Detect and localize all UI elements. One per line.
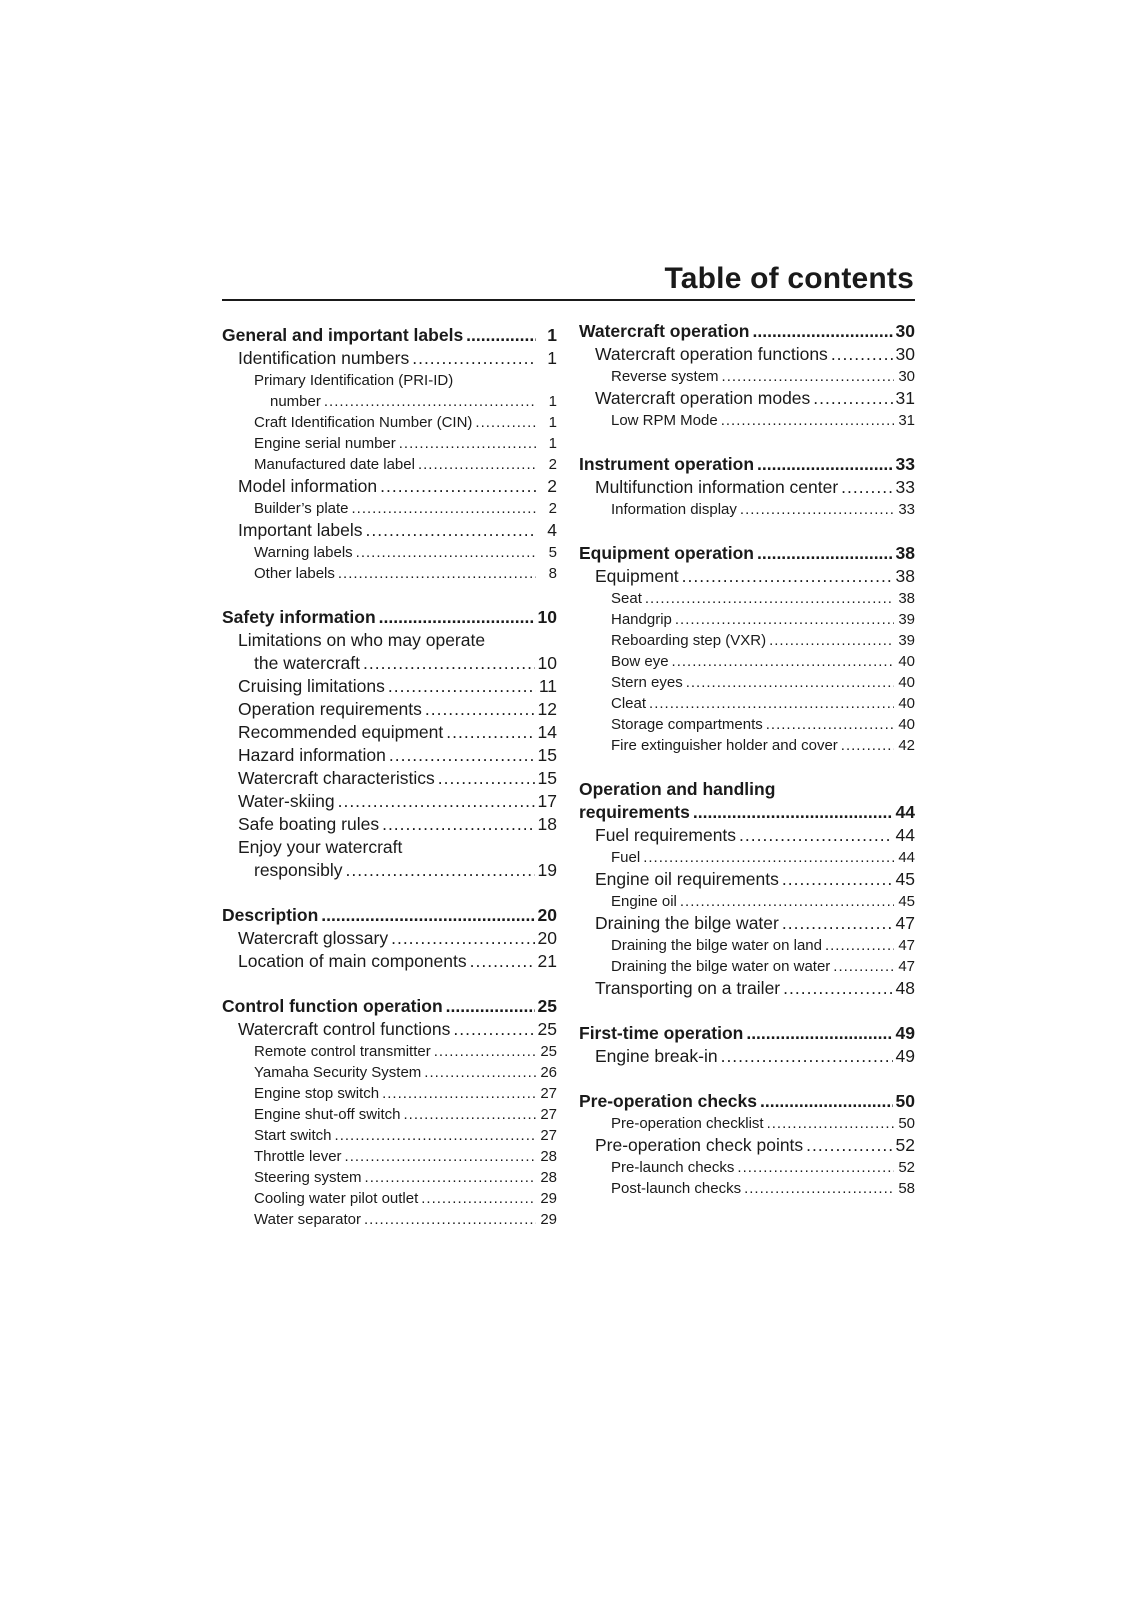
- dot-leader: [841, 735, 894, 756]
- dot-leader: [753, 320, 893, 343]
- dot-leader: [682, 565, 893, 588]
- toc-entry-title: Limitations on who may operate: [238, 630, 486, 650]
- toc-entry-title: Watercraft operation functions: [595, 344, 828, 364]
- toc-entry-title: Steering system: [254, 1169, 362, 1186]
- toc-page-number: 10: [537, 653, 557, 673]
- toc-entry-title: Low RPM Mode: [611, 412, 718, 429]
- toc-entry[interactable]: [579, 588, 915, 609]
- toc-entry-title: Seat: [611, 590, 642, 607]
- dot-leader: [324, 391, 536, 412]
- toc-entry-title: Description: [222, 905, 319, 925]
- toc-entry-title: Pre-launch checks: [611, 1159, 735, 1176]
- toc-entry-title: Instrument operation: [579, 454, 755, 474]
- dot-leader: [418, 454, 536, 475]
- toc-entry[interactable]: [222, 1104, 557, 1125]
- toc-left-column: [222, 324, 557, 1252]
- dot-leader: [737, 1157, 894, 1178]
- toc-entry[interactable]: [579, 847, 915, 868]
- toc-page-number: 40: [898, 674, 915, 691]
- dot-leader: [686, 672, 894, 693]
- toc-entry[interactable]: [222, 370, 557, 391]
- toc-entry-title: Engine oil: [611, 893, 677, 910]
- toc-entry[interactable]: [579, 714, 915, 735]
- toc-entry-title: Pre-operation checklist: [611, 1115, 764, 1132]
- toc-section: [579, 1090, 915, 1199]
- toc-entry-title: Remote control transmitter: [254, 1043, 431, 1060]
- dot-leader: [338, 790, 535, 813]
- dot-leader: [746, 1022, 892, 1045]
- toc-entry-title-cont: the watercraft: [254, 653, 361, 673]
- toc-entry[interactable]: [579, 476, 915, 499]
- toc-entry[interactable]: [222, 542, 557, 563]
- toc-page-number: 12: [537, 699, 557, 719]
- toc-entry-title: Storage compartments: [611, 716, 763, 733]
- toc-page-number: 2: [547, 476, 557, 496]
- dot-leader: [722, 366, 894, 387]
- toc-entry[interactable]: [579, 1178, 915, 1199]
- toc-section: [579, 778, 915, 1000]
- toc-entry[interactable]: [222, 744, 557, 767]
- toc-entry[interactable]: [222, 1209, 557, 1230]
- toc-entry[interactable]: [222, 606, 557, 629]
- toc-entry[interactable]: [579, 630, 915, 651]
- toc-page-number: 33: [895, 477, 915, 497]
- dot-leader: [766, 714, 894, 735]
- toc-page-number: 1: [547, 325, 557, 345]
- toc-entry-title: Draining the bilge water: [595, 913, 779, 933]
- toc-entry[interactable]: [579, 693, 915, 714]
- toc-entry[interactable]: [579, 320, 915, 343]
- toc-section: [579, 453, 915, 520]
- dot-leader: [446, 721, 534, 744]
- toc-entry[interactable]: [222, 836, 557, 859]
- dot-leader: [769, 630, 894, 651]
- toc-entry[interactable]: [579, 410, 915, 431]
- toc-entry[interactable]: [222, 629, 557, 652]
- toc-entry-title: Important labels: [238, 520, 363, 540]
- toc-page-number: 40: [898, 716, 915, 733]
- toc-page-number: 50: [895, 1091, 915, 1111]
- dot-leader: [366, 519, 536, 542]
- dot-leader: [388, 675, 536, 698]
- title-rule: [222, 299, 915, 301]
- toc-page-number: 18: [537, 814, 557, 834]
- toc-entry[interactable]: [222, 813, 557, 836]
- toc-entry[interactable]: [579, 1113, 915, 1134]
- toc-entry[interactable]: [222, 790, 557, 813]
- toc-entry[interactable]: [222, 1125, 557, 1146]
- toc-page-number: 2: [548, 456, 557, 473]
- toc-entry[interactable]: [222, 1167, 557, 1188]
- toc-entry-title: Pre-operation check points: [595, 1135, 804, 1155]
- toc-page-number: 30: [898, 368, 915, 385]
- toc-page-number: 38: [895, 543, 915, 563]
- toc-entry-title: Information display: [611, 501, 737, 518]
- toc-page-number: 5: [548, 544, 557, 561]
- toc-page-number: 44: [895, 802, 915, 822]
- toc-page-number: 33: [898, 501, 915, 518]
- dot-leader: [831, 343, 893, 366]
- toc-entry[interactable]: [579, 956, 915, 977]
- toc-entry[interactable]: [579, 672, 915, 693]
- toc-page-number: 15: [537, 768, 557, 788]
- dot-leader: [813, 387, 892, 410]
- toc-entry[interactable]: [222, 1146, 557, 1167]
- toc-entry[interactable]: [222, 1188, 557, 1209]
- toc-page-number: 45: [895, 869, 915, 889]
- toc-page-number: 39: [898, 611, 915, 628]
- toc-entry[interactable]: [222, 454, 557, 475]
- toc-entry[interactable]: [222, 498, 557, 519]
- toc-page-number: 21: [537, 951, 557, 971]
- toc-entry[interactable]: [222, 1062, 557, 1083]
- toc-page-number: 4: [547, 520, 557, 540]
- dot-leader: [425, 698, 535, 721]
- toc-entry-title: Warning labels: [254, 544, 353, 561]
- dot-leader: [399, 433, 536, 454]
- dot-leader: [833, 956, 894, 977]
- toc-entry[interactable]: [222, 721, 557, 744]
- dot-leader: [475, 412, 536, 433]
- toc-page-number: 47: [895, 913, 915, 933]
- dot-leader: [382, 1083, 536, 1104]
- toc-page-number: 27: [540, 1106, 557, 1123]
- dot-leader: [675, 609, 894, 630]
- toc-entry-title: Engine serial number: [254, 435, 396, 452]
- dot-leader: [391, 927, 534, 950]
- toc-entry-title: Location of main components: [238, 951, 467, 971]
- dot-leader: [403, 1104, 536, 1125]
- toc-entry-title: Builder’s plate: [254, 500, 349, 517]
- toc-page-number: 14: [537, 722, 557, 742]
- toc-entry-title-cont: requirements: [579, 802, 690, 822]
- toc-entry[interactable]: [222, 904, 557, 927]
- toc-entry-title: First-time operation: [579, 1023, 744, 1043]
- toc-entry-title: Handgrip: [611, 611, 672, 628]
- dot-leader: [739, 824, 892, 847]
- toc-page-number: 58: [898, 1180, 915, 1197]
- toc-entry[interactable]: [579, 778, 915, 801]
- toc-section: [222, 324, 557, 584]
- toc-entry[interactable]: [579, 912, 915, 935]
- toc-entry-title: Model information: [238, 476, 378, 496]
- toc-page-number: 52: [898, 1159, 915, 1176]
- toc-entry[interactable]: [222, 767, 557, 790]
- toc-page-number: 49: [895, 1023, 915, 1043]
- toc-entry-continuation[interactable]: [222, 859, 557, 882]
- toc-entry-title: Cleat: [611, 695, 647, 712]
- toc-entry-title: Primary Identification (PRI-ID): [254, 372, 454, 389]
- toc-page-number: 1: [548, 393, 557, 410]
- toc-entry[interactable]: [222, 412, 557, 433]
- toc-entry-title: Bow eye: [611, 653, 669, 670]
- toc-entry-title: Stern eyes: [611, 674, 683, 691]
- dot-leader: [757, 542, 893, 565]
- dot-leader: [438, 767, 535, 790]
- toc-entry[interactable]: [222, 519, 557, 542]
- dot-leader: [760, 1090, 893, 1113]
- toc-page-number: 44: [898, 849, 915, 866]
- toc-page-number: 29: [540, 1190, 557, 1207]
- dot-leader: [389, 744, 535, 767]
- toc-entry-title: Fuel: [611, 849, 641, 866]
- toc-entry-title: Watercraft operation modes: [595, 388, 811, 408]
- toc-entry[interactable]: [579, 387, 915, 410]
- toc-page-number: 40: [898, 653, 915, 670]
- toc-entry[interactable]: [579, 499, 915, 520]
- toc-section: [579, 542, 915, 756]
- dot-leader: [672, 651, 894, 672]
- toc-right-column: [579, 320, 915, 1221]
- toc-entry[interactable]: [579, 824, 915, 847]
- toc-page-number: 15: [537, 745, 557, 765]
- toc-entry-continuation[interactable]: [222, 652, 557, 675]
- toc-entry-title: Transporting on a trailer: [595, 978, 781, 998]
- toc-entry[interactable]: [579, 343, 915, 366]
- toc-entry[interactable]: [222, 927, 557, 950]
- toc-page-number: 25: [537, 1019, 557, 1039]
- toc-page-number: 45: [898, 893, 915, 910]
- toc-page-number: 31: [898, 412, 915, 429]
- toc-page-number: 26: [540, 1064, 557, 1081]
- toc-page-number: 25: [537, 996, 557, 1016]
- toc-page-number: 38: [895, 566, 915, 586]
- dot-leader: [782, 868, 893, 891]
- toc-entry-title: Watercraft operation: [579, 321, 750, 341]
- toc-page-number: 17: [537, 791, 557, 811]
- toc-entry-title-cont: responsibly: [254, 860, 343, 880]
- dot-leader: [382, 813, 534, 836]
- toc-page-number: 27: [540, 1085, 557, 1102]
- toc-entry[interactable]: [222, 563, 557, 584]
- dot-leader: [806, 1134, 892, 1157]
- dot-leader: [346, 859, 535, 882]
- dot-leader: [352, 498, 536, 519]
- toc-entry[interactable]: [222, 675, 557, 698]
- toc-entry[interactable]: [579, 609, 915, 630]
- toc-page-number: 38: [898, 590, 915, 607]
- toc-page-number: 33: [895, 454, 915, 474]
- toc-page-number: 50: [898, 1115, 915, 1132]
- dot-leader: [649, 693, 894, 714]
- toc-entry-title: Operation and handling: [579, 779, 776, 799]
- toc-entry[interactable]: [579, 977, 915, 1000]
- toc-entry-title: Reboarding step (VXR): [611, 632, 767, 649]
- toc-entry-title: Engine break-in: [595, 1046, 718, 1066]
- toc-page-number: 42: [898, 737, 915, 754]
- toc-entry[interactable]: [579, 1022, 915, 1045]
- dot-leader: [783, 977, 892, 1000]
- page-title: Table of contents: [664, 262, 914, 295]
- toc-entry-title: Yamaha Security System: [254, 1064, 422, 1081]
- toc-entry-title: Water separator: [254, 1211, 361, 1228]
- toc-entry[interactable]: [579, 1134, 915, 1157]
- toc-entry-title: Multifunction information center: [595, 477, 839, 497]
- toc-entry[interactable]: [222, 995, 557, 1018]
- dot-leader: [434, 1041, 536, 1062]
- toc-entry-title: Equipment operation: [579, 543, 754, 563]
- toc-page-number: 29: [540, 1211, 557, 1228]
- toc-section: [579, 1022, 915, 1068]
- toc-page-number: 52: [895, 1135, 915, 1155]
- toc-entry-title: Reverse system: [611, 368, 719, 385]
- toc-page-number: 20: [537, 928, 557, 948]
- dot-leader: [721, 1045, 893, 1068]
- toc-entry-title: Post-launch checks: [611, 1180, 742, 1197]
- toc-entry[interactable]: [579, 1157, 915, 1178]
- toc-page-number: 44: [895, 825, 915, 845]
- toc-entry-title: Draining the bilge water on land: [611, 937, 822, 954]
- toc-page-number: 39: [898, 632, 915, 649]
- toc-entry-continuation[interactable]: [222, 391, 557, 412]
- toc-section: [222, 606, 557, 882]
- toc-page-number: 1: [547, 348, 557, 368]
- dot-leader: [645, 588, 894, 609]
- toc-page-number: 20: [537, 905, 557, 925]
- toc-entry-title: Watercraft glossary: [238, 928, 389, 948]
- toc-entry-title: Cruising limitations: [238, 676, 385, 696]
- toc-section: [222, 904, 557, 973]
- toc-entry[interactable]: [579, 735, 915, 756]
- toc-entry-title: Other labels: [254, 565, 335, 582]
- toc-entry-title: Recommended equipment: [238, 722, 444, 742]
- toc-page-number: 30: [895, 344, 915, 364]
- toc-page-number: 11: [538, 676, 557, 696]
- toc-entry-title: Watercraft control functions: [238, 1019, 451, 1039]
- dot-leader: [412, 347, 536, 370]
- toc-entry[interactable]: [222, 1041, 557, 1062]
- dot-leader: [757, 453, 893, 476]
- toc-entry-title: Safety information: [222, 607, 376, 627]
- toc-entry[interactable]: [222, 347, 557, 370]
- toc-entry-title: General and important labels: [222, 325, 464, 345]
- dot-leader: [466, 324, 536, 347]
- toc-page-number: 47: [898, 958, 915, 975]
- toc-entry[interactable]: [579, 542, 915, 565]
- toc-page-number: 28: [540, 1148, 557, 1165]
- toc-entry[interactable]: [579, 366, 915, 387]
- toc-entry-title: Equipment: [595, 566, 679, 586]
- toc-page-number: 1: [548, 435, 557, 452]
- toc-entry-title: Fuel requirements: [595, 825, 737, 845]
- toc-entry[interactable]: [579, 891, 915, 912]
- dot-leader: [680, 891, 894, 912]
- toc-entry[interactable]: [579, 651, 915, 672]
- dot-leader: [424, 1062, 536, 1083]
- toc-entry-title: Throttle lever: [254, 1148, 342, 1165]
- toc-page-number: 30: [895, 321, 915, 341]
- toc-entry[interactable]: [579, 1090, 915, 1113]
- dot-leader: [782, 912, 893, 935]
- toc-section: [222, 995, 557, 1230]
- toc-entry[interactable]: [579, 565, 915, 588]
- toc-entry[interactable]: [222, 1018, 557, 1041]
- dot-leader: [767, 1113, 894, 1134]
- toc-page-number: 31: [895, 388, 915, 408]
- toc-page-number: 47: [898, 937, 915, 954]
- dot-leader: [721, 410, 894, 431]
- toc-page-number: 49: [895, 1046, 915, 1066]
- toc-entry-title: Operation requirements: [238, 699, 422, 719]
- toc-entry[interactable]: [579, 868, 915, 891]
- dot-leader: [380, 475, 536, 498]
- dot-leader: [825, 935, 894, 956]
- toc-entry[interactable]: [579, 1045, 915, 1068]
- toc-page-number: 28: [540, 1169, 557, 1186]
- toc-page-number: 2: [548, 500, 557, 517]
- toc-entry-title: Watercraft characteristics: [238, 768, 435, 788]
- toc-page-number: 8: [548, 565, 557, 582]
- toc-page-number: 1: [548, 414, 557, 431]
- toc-entry-title: Engine oil requirements: [595, 869, 779, 889]
- dot-leader: [453, 1018, 534, 1041]
- toc-entry-title: Control function operation: [222, 996, 443, 1016]
- toc-entry[interactable]: [222, 324, 557, 347]
- toc-entry-title: Craft Identification Number (CIN): [254, 414, 473, 431]
- dot-leader: [740, 499, 894, 520]
- toc-entry[interactable]: [579, 453, 915, 476]
- dot-leader: [335, 1125, 536, 1146]
- dot-leader: [841, 476, 892, 499]
- toc-page-number: 10: [537, 607, 557, 627]
- toc-entry-title: Cooling water pilot outlet: [254, 1190, 419, 1207]
- toc-page-number: 25: [540, 1043, 557, 1060]
- toc-entry-continuation[interactable]: [579, 801, 915, 824]
- toc-entry[interactable]: [222, 433, 557, 454]
- toc-entry[interactable]: [222, 698, 557, 721]
- toc-entry-title: Engine shut-off switch: [254, 1106, 401, 1123]
- toc-section: [579, 320, 915, 431]
- toc-entry-title-cont: number: [270, 393, 321, 410]
- toc-entry[interactable]: [222, 950, 557, 973]
- toc-page-number: 27: [540, 1127, 557, 1144]
- dot-leader: [356, 542, 536, 563]
- dot-leader: [338, 563, 536, 584]
- dot-leader: [363, 652, 535, 675]
- toc-entry-title: Draining the bilge water on water: [611, 958, 831, 975]
- toc-entry-title: Engine stop switch: [254, 1085, 380, 1102]
- toc-entry[interactable]: [222, 1083, 557, 1104]
- dot-leader: [379, 606, 535, 629]
- toc-entry[interactable]: [222, 475, 557, 498]
- toc-page-number: 19: [537, 860, 557, 880]
- toc-entry-title: Start switch: [254, 1127, 332, 1144]
- toc-entry-title: Identification numbers: [238, 348, 410, 368]
- dot-leader: [321, 904, 534, 927]
- dot-leader: [744, 1178, 894, 1199]
- dot-leader: [365, 1167, 536, 1188]
- toc-entry-title: Fire extinguisher holder and cover: [611, 737, 838, 754]
- toc-entry-title: Manufactured date label: [254, 456, 415, 473]
- toc-page-number: 48: [895, 978, 915, 998]
- toc-entry-title: Water-skiing: [238, 791, 335, 811]
- toc-entry[interactable]: [579, 935, 915, 956]
- toc-entry-title: Hazard information: [238, 745, 386, 765]
- dot-leader: [643, 847, 894, 868]
- dot-leader: [470, 950, 535, 973]
- dot-leader: [345, 1146, 536, 1167]
- toc-page-number: 40: [898, 695, 915, 712]
- toc-entry-title: Pre-operation checks: [579, 1091, 757, 1111]
- toc-entry-title: Safe boating rules: [238, 814, 380, 834]
- dot-leader: [693, 801, 893, 824]
- toc-entry-title: Enjoy your watercraft: [238, 837, 403, 857]
- dot-leader: [421, 1188, 536, 1209]
- dot-leader: [364, 1209, 536, 1230]
- dot-leader: [446, 995, 535, 1018]
